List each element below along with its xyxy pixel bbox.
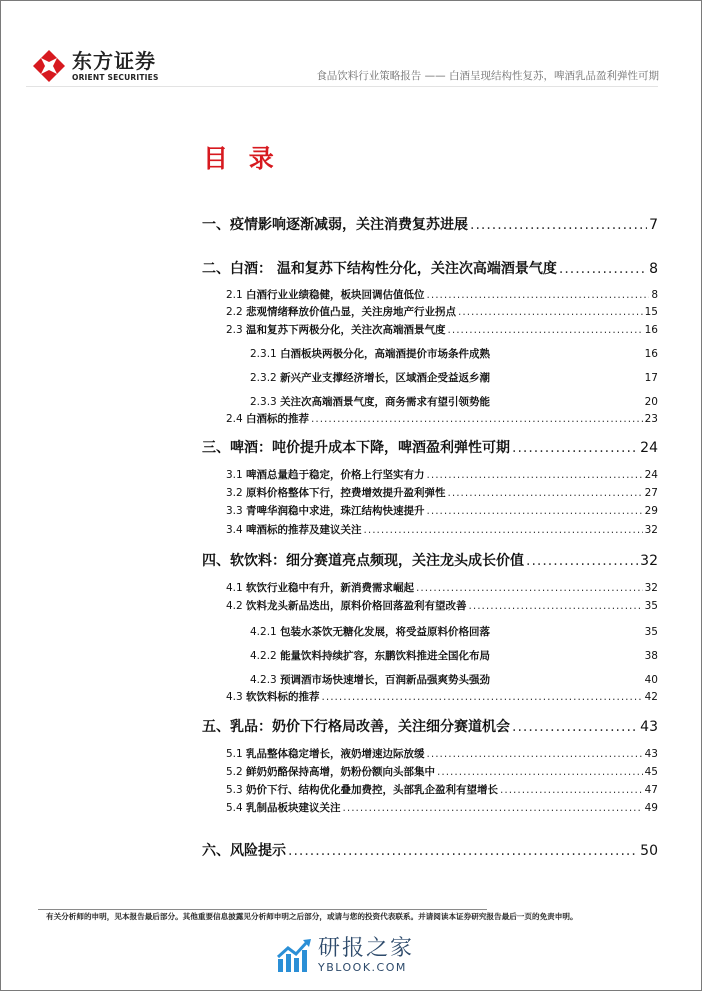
toc-page-number: 16: [644, 348, 658, 360]
toc-entry-text: 白酒板块两极分化，高端酒提价市场条件成熟: [280, 348, 491, 360]
footer-disclaimer: 有关分析师的申明，见本报告最后部分。其他重要信息披露见分析师申明之后部分，或请与您的投资代表联系。并请阅读本证券研究报告最后一页的免责申明。: [46, 912, 578, 921]
toc-entry-label: [226, 764, 435, 779]
toc-entry-level2[interactable]: [226, 746, 658, 761]
toc-entry-text: 啤酒标的推荐及建议关注: [246, 524, 362, 536]
toc-dot-leader: [427, 748, 643, 760]
toc-page-number: 24: [644, 469, 658, 481]
toc-page-number: 17: [644, 372, 658, 384]
toc-entry-number: 3.4: [226, 524, 243, 536]
toc-page-number: 27: [644, 487, 658, 499]
toc-entry-label: [226, 322, 446, 337]
toc-entry-text: 啤酒总量趋于稳定，价格上行坚实有力: [246, 469, 425, 481]
toc-entry-label: [226, 503, 425, 518]
toc-entry-number: 5.2: [226, 766, 243, 778]
toc-entry-label: [250, 394, 490, 409]
toc-entry-number: 2.2: [226, 306, 243, 318]
toc-dot-leader: [470, 217, 647, 233]
toc-entry-level2[interactable]: [226, 598, 658, 613]
toc-entry-number: 4.2.1: [250, 626, 277, 638]
toc-entry-text: 软饮行业稳中有升，新消费需求崛起: [246, 582, 415, 594]
toc-page-number: 32: [644, 582, 658, 594]
toc-entry-level2[interactable]: [226, 411, 658, 426]
toc-entry-level2[interactable]: [226, 287, 658, 302]
toc-entry-text: 六、风险提示: [202, 843, 286, 859]
toc-entry-label: [226, 782, 498, 797]
toc-entry-number: 2.1: [226, 289, 243, 301]
toc-entry-level3[interactable]: [250, 370, 658, 385]
toc-entry-text: 原料价格整体下行，控费增效提升盈利弹性: [246, 487, 446, 499]
toc-entry-text: 乳品整体稳定增长，液奶增速边际放缓: [246, 748, 425, 760]
toc-page-number: 32: [640, 553, 658, 569]
toc-entry-label: [250, 346, 490, 361]
toc-dot-leader: [322, 691, 643, 703]
toc-dot-leader: [500, 784, 643, 796]
toc-page-number: 35: [644, 600, 658, 612]
toc-dot-leader: [512, 719, 638, 735]
toc-page-number: 47: [644, 784, 658, 796]
toc-entry-number: 5.1: [226, 748, 243, 760]
toc-entry-level1[interactable]: [202, 258, 658, 278]
toc-page-number: 8: [649, 261, 658, 277]
toc-dot-leader: [288, 843, 638, 859]
toc-page-number: 23: [644, 413, 658, 425]
toc-entry-label: [226, 411, 309, 426]
toc-entry-level2[interactable]: [226, 485, 658, 500]
toc-entry-text: 乳制品板块建议关注: [246, 802, 341, 814]
toc-dot-leader: [311, 413, 643, 425]
toc-dot-leader: [364, 524, 643, 536]
toc-dot-leader: [427, 469, 643, 481]
report-title: 食品饮料行业策略报告 —— 白酒呈现结构性复苏，啤酒乳品盈利弹性可期: [316, 70, 659, 82]
toc-entry-number: 2.4: [226, 413, 243, 425]
toc-entry-label: [226, 598, 467, 613]
brand-name-en: ORIENT SECURITIES: [72, 72, 159, 82]
toc-page-number: 50: [640, 843, 658, 859]
toc-entry-level1[interactable]: [202, 214, 658, 234]
toc-entry-level2[interactable]: [226, 689, 658, 704]
toc-entry-level2[interactable]: [226, 503, 658, 518]
toc-dot-leader: [458, 306, 643, 318]
toc-dot-leader: [448, 324, 643, 336]
toc-entry-label: [226, 287, 425, 302]
toc-entry-label: [202, 214, 468, 234]
toc-page-number: 20: [644, 396, 658, 408]
toc-entry-text: 白酒行业业绩稳健，板块回调估值低位: [246, 289, 425, 301]
toc-entry-number: 4.2.2: [250, 650, 277, 662]
toc-entry-number: 2.3: [226, 324, 243, 336]
toc-entry-number: 4.2.3: [250, 674, 277, 686]
toc-dot-leader: [559, 261, 647, 277]
toc-entry-level2[interactable]: [226, 764, 658, 779]
toc-entry-level2[interactable]: [226, 522, 658, 537]
header-divider: [26, 86, 658, 87]
toc-entry-label: [250, 370, 490, 385]
toc-entry-level2[interactable]: [226, 580, 658, 595]
toc-page-number: 42: [644, 691, 658, 703]
footer-divider: [38, 909, 487, 910]
toc-entry-number: 4.3: [226, 691, 243, 703]
toc-entry-number: 3.2: [226, 487, 243, 499]
toc-entry-label: [226, 467, 425, 482]
toc-entry-label: [250, 648, 490, 663]
toc-entry-text: 二、白酒： 温和复苏下结构性分化，关注次高端酒景气度: [202, 261, 557, 277]
toc-dot-leader: [343, 802, 643, 814]
toc-page-number: 24: [640, 440, 658, 456]
toc-entry-level2[interactable]: [226, 322, 658, 337]
toc-page-number: 49: [644, 802, 658, 814]
toc-dot-leader: [469, 600, 643, 612]
toc-entry-text: 预调酒市场快速增长，百润新品强爽势头强劲: [280, 674, 491, 686]
toc-entry-text: 一、疫情影响逐渐减弱，关注消费复苏进展: [202, 217, 468, 233]
toc-entry-level1[interactable]: [202, 550, 658, 570]
toc-page-number: 29: [644, 505, 658, 517]
toc-entry-text: 白酒标的推荐: [246, 413, 310, 425]
orient-securities-logo-icon: [32, 49, 66, 83]
toc-entry-text: 软饮料标的推荐: [246, 691, 320, 703]
watermark-domain: YBLOOK.COM: [318, 961, 407, 974]
toc-entry-text: 青啤华润稳中求进，珠江结构快速提升: [246, 505, 425, 517]
toc-entry-text: 包装水茶饮无糖化发展，将受益原料价格回落: [280, 626, 491, 638]
toc-entry-level2[interactable]: [226, 800, 658, 815]
toc-page-number: 40: [644, 674, 658, 686]
toc-entry-number: 3.3: [226, 505, 243, 517]
toc-entry-label: [202, 437, 510, 457]
toc-entry-level3[interactable]: [250, 648, 658, 663]
toc-entry-text: 四、软饮料：细分赛道亮点频现，关注龙头成长价值: [202, 553, 524, 569]
toc-entry-text: 新兴产业支撑经济增长，区域酒企受益返乡潮: [280, 372, 491, 384]
toc-page-number: 35: [644, 626, 658, 638]
toc-entry-level3[interactable]: [250, 672, 658, 687]
toc-dot-leader: [416, 582, 643, 594]
watermark-name: 研报之家: [318, 936, 415, 961]
toc-entry-number: 4.2: [226, 600, 243, 612]
toc-page-number: 32: [644, 524, 658, 536]
toc-entry-number: 2.3.1: [250, 348, 277, 360]
toc-entry-label: [226, 800, 341, 815]
toc-entry-text: 奶价下行、结构优化叠加费控，头部乳企盈利有望增长: [246, 784, 499, 796]
toc-entry-level1[interactable]: [202, 716, 658, 736]
toc-entry-label: [226, 746, 425, 761]
toc-dot-leader: [526, 553, 638, 569]
toc-entry-text: 饮料龙头新品迭出，原料价格回落盈利有望改善: [246, 600, 467, 612]
toc-page-number: 38: [644, 650, 658, 662]
toc-entry-text: 五、乳品：奶价下行格局改善，关注细分赛道机会: [202, 719, 510, 735]
toc-page-number: 43: [640, 719, 658, 735]
toc-entry-number: 3.1: [226, 469, 243, 481]
toc-entry-level3[interactable]: [250, 624, 658, 639]
toc-entry-label: [250, 624, 490, 639]
toc-entry-text: 能量饮料持续扩容，东鹏饮料推进全国化布局: [280, 650, 491, 662]
toc-entry-label: [226, 689, 320, 704]
toc-heading: 目 录: [203, 144, 280, 173]
toc-entry-level1[interactable]: [202, 437, 658, 457]
toc-entry-number: 2.3.3: [250, 396, 277, 408]
toc-entry-text: 鲜奶奶酪保持高增，奶粉份额向头部集中: [246, 766, 436, 778]
toc-entry-text: 悲观情绪释放价值凸显，关注房地产行业拐点: [246, 306, 457, 318]
toc-entry-level2[interactable]: [226, 782, 658, 797]
toc-entry-text: 温和复苏下两极分化，关注次高端酒景气度: [246, 324, 446, 336]
toc-entry-label: [226, 485, 446, 500]
toc-entry-text: 三、啤酒：吨价提升成本下降，啤酒盈利弹性可期: [202, 440, 510, 456]
toc-entry-label: [226, 304, 456, 319]
toc-entry-level3[interactable]: [250, 346, 658, 361]
toc-entry-level2[interactable]: [226, 304, 658, 319]
toc-entry-label: [226, 580, 414, 595]
toc-dot-leader: [427, 505, 643, 517]
toc-entry-label: [202, 716, 510, 736]
toc-entry-number: 5.4: [226, 802, 243, 814]
toc-entry-level2[interactable]: [226, 467, 658, 482]
brand-logo: [32, 49, 159, 83]
toc-entry-label: [250, 672, 490, 687]
toc-dot-leader: [512, 440, 638, 456]
toc-dot-leader: [437, 766, 643, 778]
toc-page-number: 16: [644, 324, 658, 336]
toc-page-number: 43: [644, 748, 658, 760]
toc-entry-number: 2.3.2: [250, 372, 277, 384]
toc-entry-label: [202, 550, 524, 570]
toc-entry-level3[interactable]: [250, 394, 658, 409]
toc-page-number: 7: [649, 217, 658, 233]
rising-chart-icon: [276, 939, 312, 973]
toc-entry-text: 关注次高端酒景气度，商务需求有望引领势能: [280, 396, 491, 408]
toc-page-number: 45: [644, 766, 658, 778]
toc-page-number: 8: [651, 289, 658, 301]
toc-page-number: 15: [644, 306, 658, 318]
toc-entry-label: [202, 840, 286, 860]
toc-dot-leader: [427, 289, 650, 301]
toc-entry-label: [202, 258, 557, 278]
watermark: [276, 937, 414, 974]
toc-entry-number: 4.1: [226, 582, 243, 594]
toc-entry-number: 5.3: [226, 784, 243, 796]
brand-name-cn: 东方证券: [72, 48, 156, 73]
toc-dot-leader: [448, 487, 643, 499]
toc-entry-level1[interactable]: [202, 840, 658, 860]
toc-entry-label: [226, 522, 362, 537]
